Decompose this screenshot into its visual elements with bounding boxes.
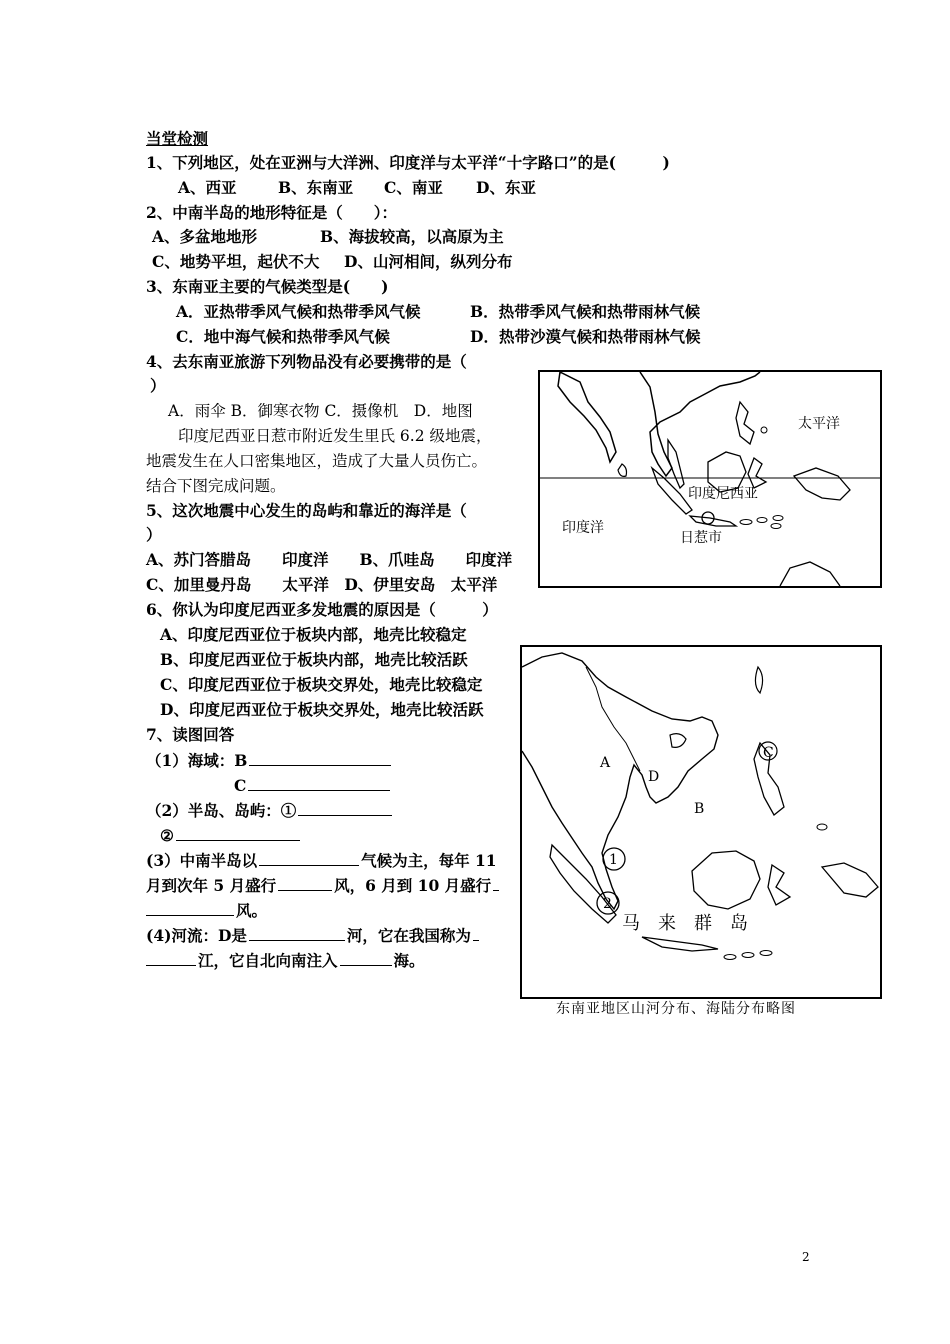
islet-3 (760, 951, 772, 956)
islet-4 (817, 824, 827, 830)
map2-label-b: B (694, 801, 705, 817)
answer-blank-wind-summer-start[interactable] (493, 874, 499, 891)
q7-part4-text-c: 江，它自北向南注入 (198, 951, 338, 970)
answer-blank-china-name-start[interactable] (473, 924, 479, 941)
indonesia-map-drawing (540, 372, 880, 586)
q7-part4-text-b: 河，它在我国称为 (346, 926, 471, 945)
q7-part2-second-label: ② (160, 826, 174, 845)
malay-peninsula (668, 440, 684, 488)
q2-option-d: D、山河相间，纵列分布 (344, 252, 513, 271)
q3-text: 3、东南亚主要的气候类型是( ) (146, 277, 389, 296)
islet-1 (740, 520, 752, 525)
map1-label-indonesia: 印度尼西亚 (688, 486, 758, 502)
q2-option-b: B、海拔较高，以高原为主 (320, 227, 504, 246)
q7-part2-second (160, 824, 302, 847)
passage-line1: 印度尼西亚日惹市附近发生里氏 6.2 级地震， (178, 427, 492, 445)
q6-text: 6、你认为印度尼西亚多发地震的原因是（ ） (146, 600, 498, 619)
java-island (642, 937, 718, 951)
map2-label-1: 1 (609, 852, 618, 868)
q7-part4-text-a: (4)河流：D是 (146, 926, 247, 945)
q5-options-row2: C、加里曼丹岛 太平洋 D、伊里安岛 太平洋 (146, 575, 498, 594)
map2-label-2: 2 (603, 896, 612, 912)
map2-caption: 东南亚地区山河分布、海陆分布略图 (556, 1001, 796, 1017)
mainland-coastline (522, 653, 718, 909)
q3-option-c: C．地中海气候和热带季风气候 (176, 327, 390, 346)
q7-part2 (146, 799, 394, 822)
philippine-islet (761, 427, 767, 433)
map2-label-d: D (648, 769, 660, 785)
q7-part3-line1 (146, 849, 497, 872)
passage-line2: 地震发生在人口密集地区，造成了大量人员伤亡。 (146, 452, 488, 470)
page-number: 2 (802, 1250, 810, 1264)
q3-options-row2 (176, 326, 700, 348)
q2-options-row1 (152, 226, 504, 248)
map1-label-pacific: 太平洋 (798, 416, 840, 432)
q5-options-row1: A、苏门答腊岛 印度洋 B、爪哇岛 印度洋 (146, 550, 513, 569)
q4-text-line2: ） (150, 376, 166, 395)
q7-part1-c (234, 774, 392, 797)
q1-option-a: A、西亚 (178, 178, 237, 197)
islet-1 (724, 955, 736, 960)
q7-part3-text-a: (3）中南半岛以 (146, 851, 258, 870)
q1-option-c: C、南亚 (384, 178, 443, 197)
q7-part3-text-e: 风。 (236, 901, 268, 920)
q4-options: A．雨伞 B．御寒衣物 C．摄像机 D．地图 (168, 402, 473, 420)
q7-part4-line1 (146, 924, 481, 947)
hainan-island (670, 734, 686, 748)
sri-lanka-outline (618, 464, 627, 476)
answer-blank-river[interactable] (249, 924, 345, 941)
map2-label-a: A (600, 755, 611, 771)
australia-coastline (780, 562, 840, 586)
q4-text-line1: 4、去东南亚旅游下列物品没有必要携带的是（ (146, 352, 467, 371)
q1-option-d: D、东亚 (476, 178, 536, 197)
answer-blank-c[interactable] (248, 774, 390, 791)
q2-text: 2、中南半岛的地形特征是（ ）： (146, 203, 398, 222)
answer-blank-2[interactable] (176, 824, 300, 841)
section-title: 当堂检测 (146, 129, 209, 148)
q2-options-row2 (152, 251, 512, 273)
q3-options-row1 (176, 301, 700, 323)
answer-blank-wind-winter[interactable] (278, 874, 332, 891)
q1-option-b: B、东南亚 (278, 178, 354, 197)
q7-part3-text-d: 风，6 月到 10 月盛行 (334, 876, 492, 895)
q7-part2-label: （2）半岛、岛屿：① (146, 801, 297, 820)
answer-blank-climate[interactable] (259, 849, 359, 866)
map2-label-c: C (763, 745, 774, 761)
passage-line3: 结合下图完成问题。 (146, 477, 286, 495)
q6-option-c: C、印度尼西亚位于板块交界处，地壳比较稳定 (160, 675, 483, 694)
map2-label-malay-archipelago: 马 来 群 岛 (622, 913, 748, 934)
q7-text: 7、读图回答 (146, 725, 235, 744)
q7-part4-text-d: 海。 (393, 951, 425, 970)
answer-blank-wind-summer[interactable] (146, 899, 234, 916)
q6-option-b: B、印度尼西亚位于板块内部，地壳比较活跃 (160, 650, 468, 669)
q1-options (178, 177, 536, 199)
q7-part3-line3 (146, 899, 267, 922)
indonesia-map (538, 370, 882, 588)
q5-text-line1: 5、这次地震中心发生的岛屿和靠近的海洋是（ (146, 501, 467, 520)
answer-blank-b[interactable] (249, 749, 391, 766)
map1-label-yogyakarta: 日惹市 (680, 530, 722, 546)
islet-3 (773, 516, 783, 521)
q7-part1-label: （1）海域：B (146, 751, 248, 770)
q3-option-d: D．热带沙漠气候和热带雨林气候 (470, 327, 701, 346)
q2-option-a: A、多盆地地形 (152, 227, 258, 246)
q7-part1 (146, 749, 393, 772)
q7-part3-text-c: 月到次年 5 月盛行 (146, 876, 277, 895)
india-coastline (558, 372, 616, 462)
islet-2 (757, 518, 767, 523)
sumatra-island (652, 468, 692, 514)
southeast-asia-map-drawing (522, 647, 880, 997)
q7-part3-text-b: 气候为主，每年 11 (361, 851, 497, 870)
answer-blank-sea[interactable] (340, 949, 392, 966)
q1-text: 1、下列地区，处在亚洲与大洋洲、印度洋与太平洋“十字路口”的是( ) (146, 153, 670, 172)
sulawesi-island (768, 865, 790, 905)
taiwan-island (755, 667, 762, 693)
q7-part1-c-label: C (234, 776, 247, 795)
answer-blank-1[interactable] (298, 799, 392, 816)
q5-text-line2: ） (146, 525, 162, 544)
q3-option-b: B．热带季风气候和热带雨林气候 (470, 302, 701, 321)
sulawesi-island (748, 458, 766, 488)
new-guinea-island (794, 468, 850, 500)
new-guinea-island (822, 863, 878, 897)
q6-option-d: D、印度尼西亚位于板块交界处，地壳比较活跃 (160, 700, 484, 719)
philippines-islands (736, 402, 754, 444)
q2-option-c: C、地势平坦，起伏不大 (152, 252, 320, 271)
q7-part3-line2 (146, 874, 501, 897)
q7-part4-line2 (146, 949, 425, 972)
islet-4 (771, 524, 781, 529)
islet-2 (742, 953, 754, 958)
map1-label-indian: 印度洋 (562, 520, 604, 536)
q3-option-a: A．亚热带季风气候和热带季风气候 (176, 302, 421, 321)
mekong-river (586, 667, 640, 771)
answer-blank-china-name[interactable] (146, 949, 196, 966)
southeast-asia-map (520, 645, 882, 999)
q6-option-a: A、印度尼西亚位于板块内部，地壳比较稳定 (160, 625, 467, 644)
borneo-island (692, 851, 760, 909)
